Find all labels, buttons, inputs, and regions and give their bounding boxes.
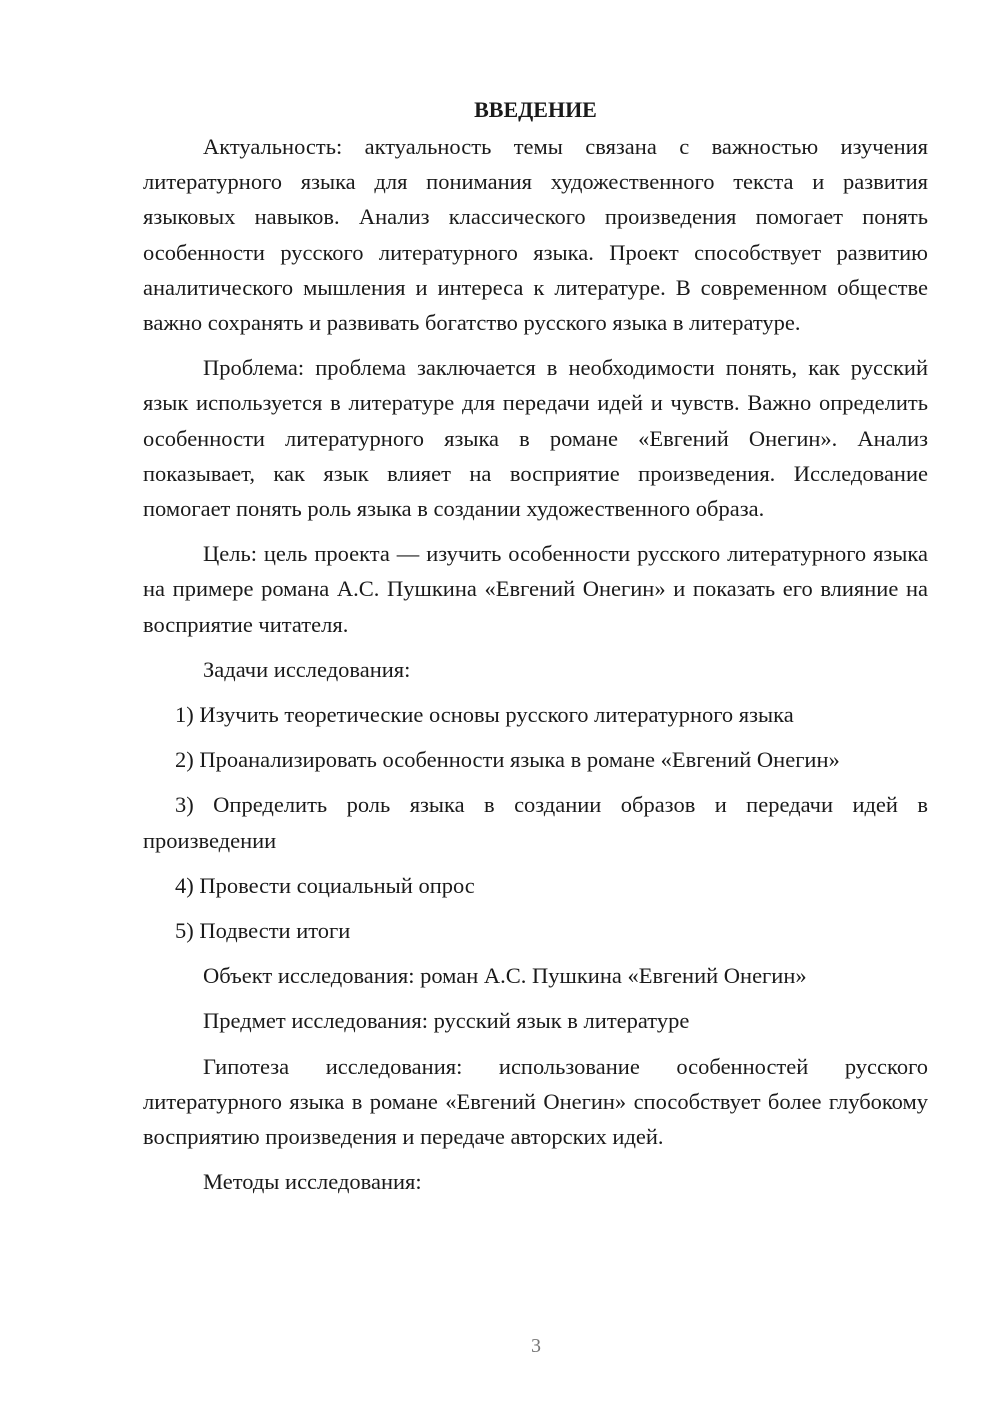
object-paragraph: Объект исследования: роман А.С. Пушкина «Евгений Онегин» <box>203 963 807 989</box>
page-number: 3 <box>531 1335 541 1357</box>
task-item-4: 4) Провести социальный опрос <box>175 872 475 898</box>
task-item-5: 5) Подвести итоги <box>175 918 351 944</box>
methods-heading: Методы исследования: <box>203 1169 422 1195</box>
document-page <box>143 92 928 1209</box>
page-title: ВВЕДЕНИЕ <box>474 97 597 122</box>
problem-paragraph: Проблема: проблема заключается в необходимости понять, как русский язык используется в литературе для передачи идей и чувств. Важно определить особенности литературного языка в романе «Евгений Онегин». Анализ показывает, как язык влияет на восприятие произведения. Исследование помогает понять роль языка в создании художественного образа. <box>143 355 928 522</box>
goal-paragraph: Цель: цель проекта — изучить особенности русского литературного языка на примере романа А.С. Пушкина «Евгений Онегин» и показать его влияние на восприятие читателя. <box>143 541 928 637</box>
task-item-2: 2) Проанализировать особенности языка в романе «Евгений Онегин» <box>175 747 840 773</box>
subject-paragraph: Предмет исследования: русский язык в литературе <box>203 1008 690 1034</box>
task-item-3: 3) Определить роль языка в создании образов и передачи идей в произведении <box>143 792 928 853</box>
tasks-heading: Задачи исследования: <box>203 656 411 682</box>
relevance-paragraph: Актуальность: актуальность темы связана с важностью изучения литературного языка для понимания художественного текста и развития языковых навыков. Анализ классического произведения помогает понять особенности русского литературного языка. Проект способствует развитию аналитического мышления и интереса к литературе. В современном обществе важно сохранять и развивать богатство русского языка в литературе. <box>143 134 928 336</box>
task-item-1: 1) Изучить теоретические основы русского литературного языка <box>175 702 794 728</box>
hypothesis-paragraph: Гипотеза исследования: использование особенностей русского литературного языка в романе «Евгений Онегин» способствует более глубокому восприятию произведения и передаче авторских идей. <box>143 1053 928 1150</box>
